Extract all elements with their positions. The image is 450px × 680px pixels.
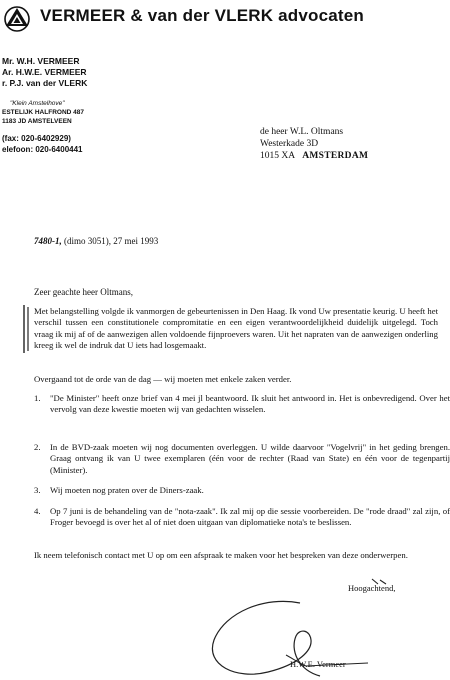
list-item-number: 4. [34, 506, 41, 516]
closing: Hoogachtend, [348, 583, 396, 593]
list-item-number: 1. [34, 393, 41, 403]
salutation: Zeer geachte heer Oltmans, [34, 287, 133, 297]
sender-fax: (fax: 020-6402929) [2, 134, 71, 143]
recipient-street: Westerkade 3D [260, 139, 319, 149]
paragraph-2: Overgaand tot de orde van de dag — wij moeten met enkele zaken verder. [34, 374, 292, 384]
sender-partner-1: Mr. W.H. VERMEER [2, 56, 80, 66]
recipient-address-line [260, 151, 368, 163]
recipient-name: de heer W.L. Oltmans [260, 127, 344, 137]
list-item-number: 3. [34, 485, 41, 495]
recipient-postcode: 1015 XA [260, 151, 296, 161]
reference-number: 7480-1, [34, 236, 62, 246]
list-item-text: Op 7 juni is de behandeling van de "nota-zaak". Ik zal mij op die sessie voorbereiden. De "rode draad" zal zijn, of Froger bevoegd is over het al of niet doen uitgaan van diplomatieke nota's te beslissen. [50, 506, 450, 528]
sender-partner-3: r. P.J. van der VLERK [2, 78, 88, 88]
list-item-text: In de BVD-zaak moeten wij nog documenten overleggen. U wilde daarvoor "Vogelvrij" in het geding brengen. Graag ontvang ik van U twee exemplaren (één voor de rechter (Raad van State) en één voor de tegenpartij (Minister). [50, 442, 450, 475]
sender-partner-2: Ar. H.W.E. VERMEER [2, 67, 87, 77]
reference-date: (dimo 3051), 27 mei 1993 [64, 236, 159, 246]
letter-reference [34, 236, 158, 246]
list-item-number: 2. [34, 442, 41, 452]
sender-city: 1183 JD AMSTELVEEN [2, 118, 72, 125]
sender-street: ESTELIJK HALFROND 487 [2, 109, 84, 116]
paragraph-3: Ik neem telefonisch contact met U op om een afspraak te maken voor het bespreken van deze onderwerpen. [34, 550, 408, 560]
sender-phone: elefoon: 020-6400441 [2, 145, 83, 154]
sender-office-name: "Klein Amstelhove" [10, 100, 65, 107]
paragraph-1: Met belangstelling volgde ik vanmorgen de gebeurtenissen in Den Haag. Ik vond Uw presentatie keurig. U heeft het verschil tussen een constitutionele compromitatie en een eigen verantwoordelijkheid duidelijk uitgelegd. Toch vraag ik mij af of de aanwezigen allen voldoende fijnproevers waren. Uit het napraten van de aanwezigen onderling kreeg ik wel de indruk dat U iets had losgemaakt. [34, 306, 438, 350]
list-item-text: Wij moeten nog praten over de Diners-zaak. [50, 485, 204, 495]
list-item-text: "De Minister" heeft onze brief van 4 mei jl beantwoord. Ik sluit het antwoord in. Het is onbevredigend. Over het vervolg van deze kwestie moeten wij van gedachten wisselen. [50, 393, 450, 415]
firm-logo-icon [4, 6, 30, 32]
firm-name: VERMEER & van der VLERK advocaten [40, 6, 365, 25]
signatory-name: H.W.E. Vermeer [290, 659, 346, 669]
margin-bracket-mark [21, 303, 31, 355]
recipient-city: AMSTERDAM [302, 151, 369, 161]
